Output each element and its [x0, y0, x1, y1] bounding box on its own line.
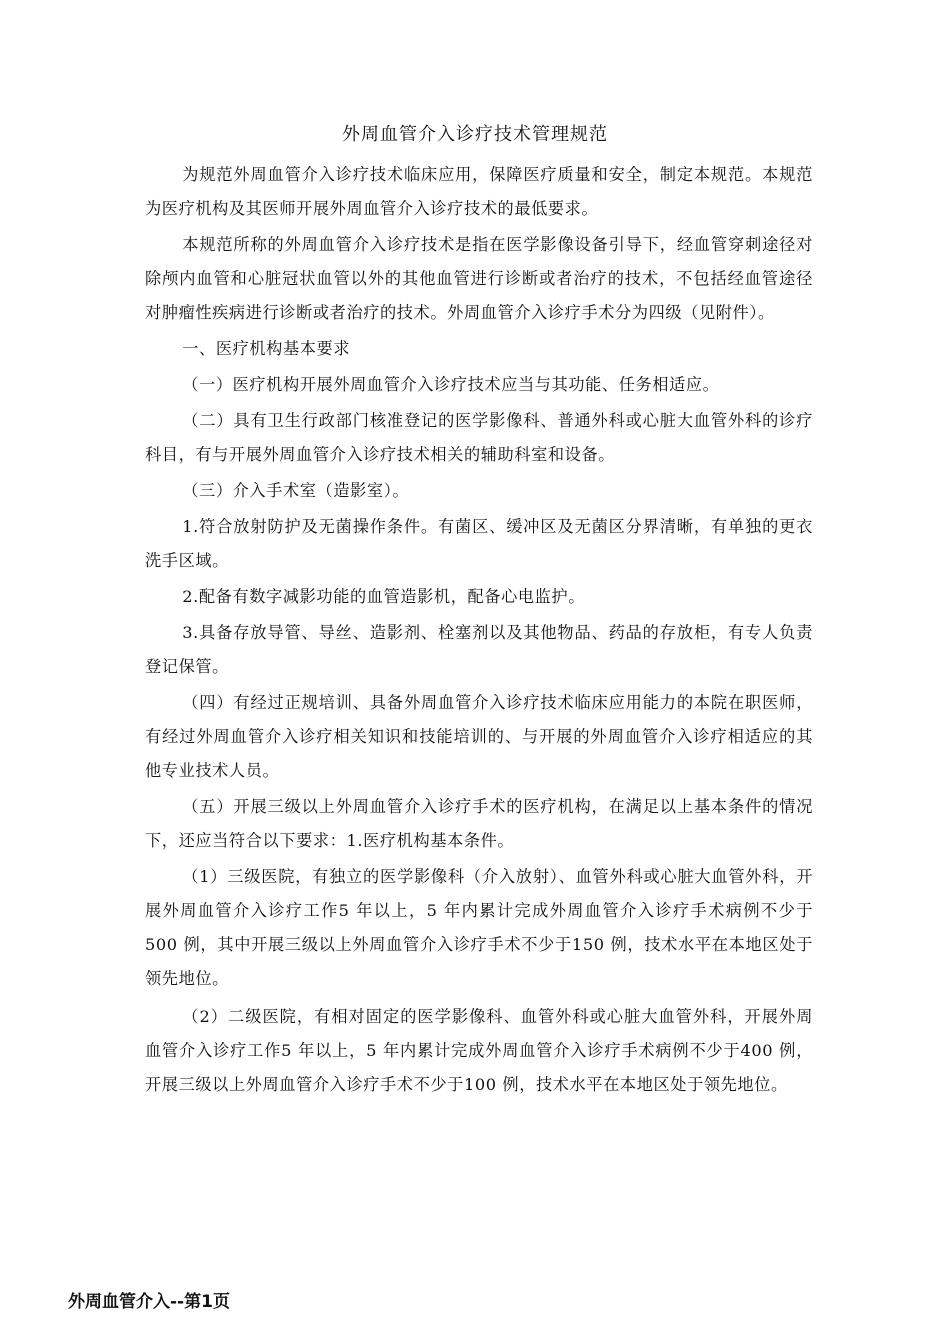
- document-title: 外周血管介入诊疗技术管理规范: [342, 124, 608, 145]
- paragraph-subitem-3: 3.具备存放导管、导丝、造影剂、栓塞剂以及其他物品、药品的存放柜，有专人负责登记保管。: [145, 623, 813, 676]
- paragraph-item-1: （一）医疗机构开展外周血管介入诊疗技术应当与其功能、任务相适应。: [182, 375, 720, 394]
- paragraph-definition: 本规范所称的外周血管介入诊疗技术是指在医学影像设备引导下，经血管穿刺途径对除颅内血管和心脏冠状血管以外的其他血管进行诊断或者治疗的技术，不包括经血管途径对肿瘤性疾病进行诊断或者治疗的技术。外周血管介入诊疗手术分为四级（见附件）。: [145, 235, 813, 322]
- paragraph-item-4: （四）有经过正规培训、具备外周血管介入诊疗技术临床应用能力的本院在职医师，有经过外周血管介入诊疗相关知识和技能培训的、与开展的外周血管介入诊疗相适应的其他专业技术人员。: [145, 693, 813, 780]
- paragraph-item-3: （三）介入手术室（造影室）。: [182, 481, 410, 500]
- paragraph-secondary-hospital: （2）二级医院，有相对固定的医学影像科、血管外科或心脏大血管外科，开展外周血管介入诊疗工作5 年以上，5 年内累计完成外周血管介入诊疗手术病例不少于400 例，开展三级以上外周血管介入诊疗手术不少于100 例，技术水平在本地区处于领先地位。: [145, 1007, 813, 1094]
- document-body: [145, 158, 813, 1102]
- paragraph-intro: 为规范外周血管介入诊疗技术临床应用，保障医疗质量和安全，制定本规范。本规范为医疗机构及其医师开展外周血管介入诊疗技术的最低要求。: [145, 165, 813, 218]
- paragraph-item-2: （二）具有卫生行政部门核准登记的医学影像科、普通外科或心脏大血管外科的诊疗科目，有与开展外周血管介入诊疗技术相关的辅助科室和设备。: [145, 411, 813, 464]
- paragraph-subitem-1: 1.符合放射防护及无菌操作条件。有菌区、缓冲区及无菌区分界清晰，有单独的更衣洗手区域。: [145, 517, 813, 570]
- paragraph-item-5: （五）开展三级以上外周血管介入诊疗手术的医疗机构，在满足以上基本条件的情况下，还应当符合以下要求：1.医疗机构基本条件。: [145, 797, 813, 850]
- section-heading-institution-requirements: 一、医疗机构基本要求: [182, 339, 351, 358]
- page-footer: 外周血管介入--第1页: [68, 1292, 230, 1312]
- paragraph-tertiary-hospital: （1）三级医院，有独立的医学影像科（介入放射）、血管外科或心脏大血管外科，开展外周血管介入诊疗工作5 年以上，5 年内累计完成外周血管介入诊疗手术病例不少于500 例，其中开展三级以上外周血管介入诊疗手术不少于150 例，技术水平在本地区处于领先地位。: [145, 867, 813, 988]
- paragraph-subitem-2: 2.配备有数字减影功能的血管造影机，配备心电监护。: [182, 587, 586, 606]
